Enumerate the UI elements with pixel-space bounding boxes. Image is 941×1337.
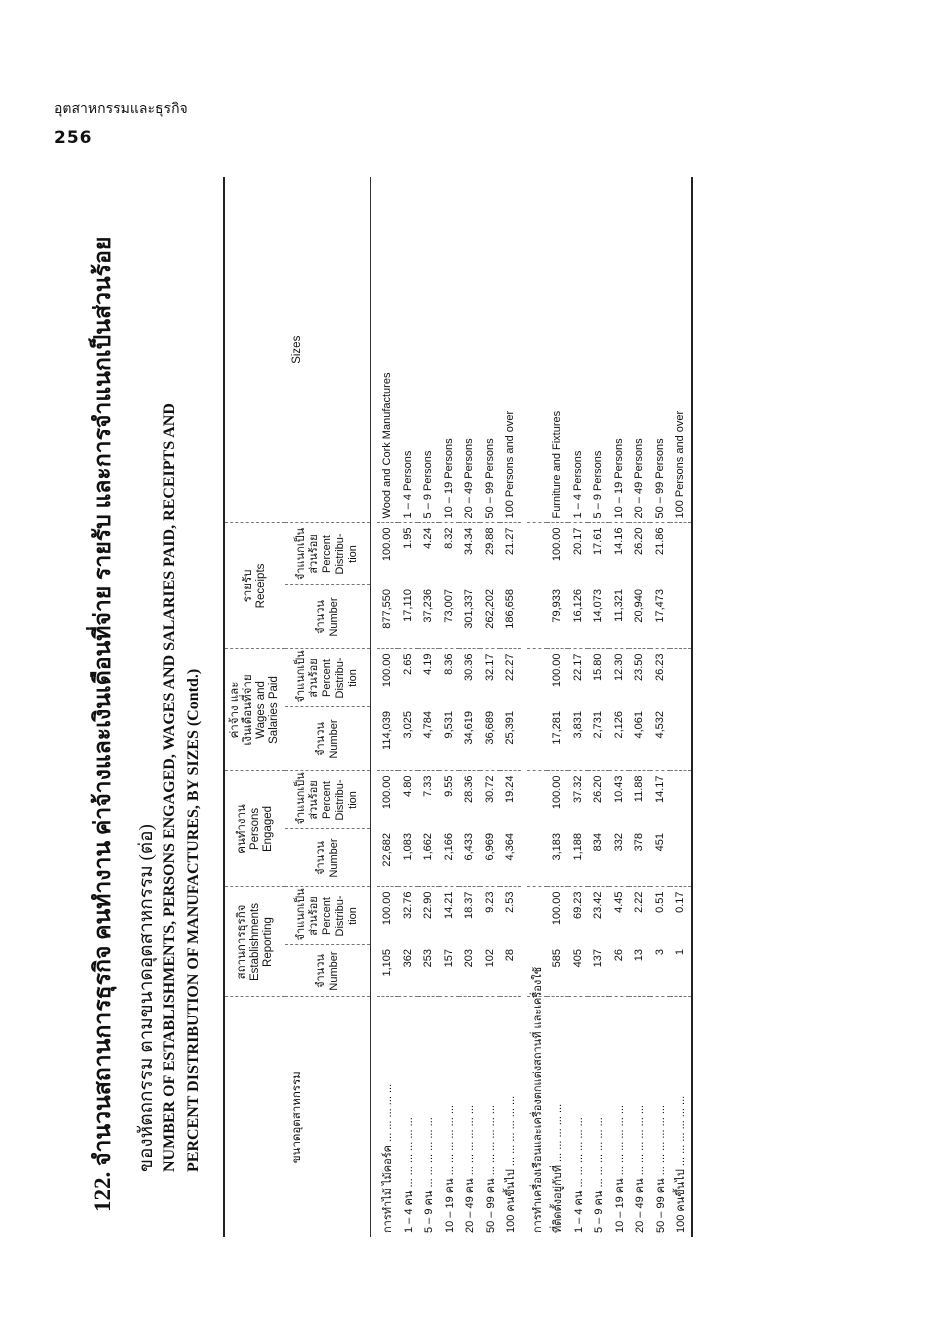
- row-label-thai: 50 – 99 คน ... ... ... ... ... ...: [654, 1105, 667, 1233]
- cell-per-p: 37.32: [571, 775, 584, 804]
- cell-est-n: 157: [439, 945, 460, 997]
- cell-per-p: 14.17: [653, 775, 666, 804]
- row-label-english: Furniture and Fixtures: [547, 177, 568, 523]
- persons-en2: Engaged: [261, 805, 274, 853]
- est-en2: Reporting: [261, 917, 274, 967]
- percent-en3: tion: [347, 545, 359, 563]
- table-title-thai: 122. จำนวนสถานการธุรกิจ คนทำงาน ค่าจ้างและเงินเดือนที่จ่าย รายรับ และการจำแนกเป็นส่วนร้อย: [90, 236, 115, 1212]
- percent-th1: จำแนกเป็น: [295, 527, 307, 581]
- percent-en1: Percent: [321, 897, 333, 935]
- cell-wag-n: [670, 707, 692, 771]
- cell-wag-n: 17,281: [547, 707, 568, 771]
- cell-est-p: 14.21: [442, 891, 455, 920]
- table-row: [670, 177, 692, 1237]
- row-label-english: Wood and Cork Manufactures: [377, 177, 398, 523]
- table-row: [588, 177, 609, 1237]
- percent-en1: Percent: [321, 535, 333, 573]
- cell-wag-p: [670, 649, 692, 707]
- row-label-english: 1 – 4 Persons: [398, 177, 419, 523]
- cell-rec-n: 11,321: [609, 585, 630, 649]
- cell-est-n: 13: [629, 945, 650, 997]
- wages-en2: Salaries Paid: [268, 676, 280, 744]
- receipts-number-header: [285, 585, 371, 649]
- cell-rec-n: 37,236: [418, 585, 439, 649]
- cell-rec-p: 8.32: [442, 527, 455, 549]
- percent-th2: ส่วนร้อย: [308, 658, 320, 698]
- cell-rec-p: [670, 523, 692, 585]
- persons-percent-header: [285, 771, 371, 829]
- cell-wag-p: 23.50: [633, 653, 646, 682]
- cell-est-n: 585: [547, 945, 568, 997]
- cell-wag-n: 114,039: [377, 707, 398, 771]
- est-number-header: [285, 945, 371, 997]
- number-en: Number: [327, 951, 340, 991]
- cell-rec-n: 14,073: [588, 585, 609, 649]
- cell-wag-p: 32.17: [483, 653, 496, 682]
- receipts-th: รายรับ: [242, 569, 254, 603]
- table-row: [480, 177, 501, 1237]
- table-body: [371, 177, 692, 1237]
- cell-wag-n: 4,784: [418, 707, 439, 771]
- persons-number-header: [285, 829, 371, 887]
- cell-per-p: 100.00: [381, 775, 394, 810]
- row-label-thai: 100 คนขึ้นไป ... ... ... ... ... ...: [670, 997, 692, 1237]
- cell-wag-n: 36,689: [480, 707, 501, 771]
- cell-rec-p: 20.17: [571, 527, 584, 556]
- table-row: [398, 177, 419, 1237]
- cell-rec-n: 17,473: [650, 585, 671, 649]
- cell-wag-n: 3,025: [398, 707, 419, 771]
- wages-th1: ค่าจ้าง และ: [229, 681, 241, 739]
- cell-rec-n: 186,658: [500, 585, 521, 649]
- cell-rec-n: 16,126: [568, 585, 589, 649]
- cell-est-n: 102: [480, 945, 501, 997]
- cell-est-p: 69.23: [571, 891, 584, 920]
- cell-wag-p: 4.19: [422, 653, 435, 675]
- sizes-label: Sizes: [291, 335, 303, 364]
- table-row: [568, 177, 589, 1237]
- cell-wag-p: 100.00: [381, 653, 394, 688]
- row-label-english: 50 – 99 Persons: [480, 177, 501, 523]
- table-row: [418, 177, 439, 1237]
- number-th: จำนวน: [314, 722, 327, 756]
- cell-rec-p: 29.88: [483, 527, 496, 556]
- cell-est-n: 1,105: [377, 945, 398, 997]
- table-row: [439, 177, 460, 1237]
- table-row: [459, 177, 480, 1237]
- row-label-thai: 20 – 49 คน ... ... ... ... ... ...: [464, 1105, 477, 1233]
- table-row: [500, 177, 521, 1237]
- number-th: จำนวน: [314, 841, 327, 875]
- cell-per-n: 3,183: [547, 829, 568, 887]
- table-title-english-cont: PERCENT DISTRIBUTION OF MANUFACTURES, BY SIZES (Contd.): [185, 668, 202, 1172]
- row-label-thai: 5 – 9 คน ... ... ... ... ... ...: [593, 1117, 606, 1233]
- percent-th2: ส่วนร้อย: [308, 896, 320, 936]
- cell-per-n: 332: [609, 829, 630, 887]
- cell-wag-p: 22.17: [571, 653, 584, 682]
- table-title-english: NUMBER OF ESTABLISHMENTS, PERSONS ENGAGED, WAGES AND SALARIES PAID, RECEIPTS AND: [161, 403, 178, 1172]
- percent-en3: tion: [347, 791, 359, 809]
- row-label-english: 20 – 49 Persons: [629, 177, 650, 523]
- cell-est-p: 23.42: [592, 891, 605, 920]
- persons-th: คนทำงาน: [235, 804, 248, 854]
- cell-rec-p: 14.16: [612, 527, 625, 556]
- cell-rec-n: 73,007: [439, 585, 460, 649]
- row-label-english: 10 – 19 Persons: [439, 177, 460, 523]
- cell-per-n: 1,083: [398, 829, 419, 887]
- row-label-thai: 5 – 9 คน ... ... ... ... ... ...: [423, 1117, 436, 1233]
- row-label-thai: 100 คนขึ้นไป ... ... ... ... ... ...: [505, 1095, 518, 1233]
- cell-per-n: 6,433: [459, 829, 480, 887]
- row-label-english: 1 – 4 Persons: [568, 177, 589, 523]
- cell-per-n: 1,662: [418, 829, 439, 887]
- receipts-en1: Receipts: [255, 563, 267, 609]
- cell-wag-n: 3,831: [568, 707, 589, 771]
- wages-percent-header: [285, 649, 371, 707]
- percent-en2: Distribu-: [334, 657, 346, 699]
- cell-rec-p: 4.24: [422, 527, 435, 549]
- cell-rec-p: 21.86: [653, 527, 666, 556]
- cell-wag-n: 2,731: [588, 707, 609, 771]
- cell-est-n: 1: [670, 945, 692, 997]
- number-en: Number: [327, 838, 340, 878]
- cell-est-n: 3: [650, 945, 671, 997]
- cell-per-n: 1,188: [568, 829, 589, 887]
- percent-en1: Percent: [321, 781, 333, 819]
- thai-sizes-label: ขนาดอุตสาหกรรม: [291, 1071, 303, 1164]
- cell-rec-n: 301,337: [459, 585, 480, 649]
- cell-per-n: 378: [629, 829, 650, 887]
- cell-wag-n: 4,061: [629, 707, 650, 771]
- rotated-table-page: [75, 172, 775, 1252]
- cell-wag-p: 26.23: [653, 653, 666, 682]
- cell-per-p: 100.00: [551, 775, 564, 810]
- cell-per-p: 7.33: [422, 775, 435, 797]
- receipts-percent-header: [285, 523, 371, 585]
- table-row: [377, 177, 398, 1237]
- cell-wag-p: 2.65: [401, 653, 414, 675]
- est-en1: Establishments: [248, 903, 261, 981]
- cell-rec-p: 26.20: [633, 527, 646, 556]
- cell-wag-p: 100.00: [551, 653, 564, 688]
- row-label-english: 50 – 99 Persons: [650, 177, 671, 523]
- row-label-english: 5 – 9 Persons: [588, 177, 609, 523]
- cell-wag-p: 15.80: [592, 653, 605, 682]
- wages-th2: เงินเดือนที่จ่าย: [242, 674, 254, 746]
- row-label-english: 100 Persons and over: [500, 177, 521, 523]
- number-th: จำนวน: [314, 600, 327, 634]
- percent-th2: ส่วนร้อย: [308, 780, 320, 820]
- thai-sizes-header: [224, 997, 371, 1237]
- cell-wag-p: 8.36: [442, 653, 455, 675]
- est-percent-header: [285, 887, 371, 945]
- section-header: อุตสาหกรรมและธุรกิจ: [54, 101, 188, 117]
- table-row: [609, 177, 630, 1237]
- cell-per-p: 11.88: [633, 775, 646, 803]
- cell-per-p: 9.55: [442, 775, 455, 797]
- number-th: จำนวน: [314, 954, 327, 988]
- furniture-group-label-row: [527, 177, 548, 1237]
- cell-per-p: 4.80: [401, 775, 414, 797]
- cell-rec-p: 1.95: [401, 527, 414, 549]
- cell-est-n: 28: [500, 945, 521, 997]
- cell-est-p: 2.53: [504, 891, 517, 913]
- cell-per-p: 26.20: [592, 775, 605, 804]
- furniture-group-label: การทำเครื่องเรือนและเครื่องตกแต่งสถานที่ และเครื่องใช้: [531, 966, 544, 1233]
- row-label-thai: 10 – 19 คน ... ... ... ... ... ...: [613, 1105, 626, 1233]
- cell-rec-n: [670, 585, 692, 649]
- cell-est-p: 100.00: [381, 891, 394, 926]
- cell-est-p: 0.51: [653, 891, 666, 913]
- row-label-thai: 20 – 49 คน ... ... ... ... ... ...: [634, 1105, 647, 1233]
- page-number: 256: [54, 128, 93, 148]
- cell-rec-n: 20,940: [629, 585, 650, 649]
- cell-wag-p: 30.36: [463, 653, 476, 682]
- cell-per-n: 2,166: [439, 829, 460, 887]
- percent-en2: Distribu-: [334, 779, 346, 821]
- cell-per-p: [670, 771, 692, 829]
- row-label-thai: 1 – 4 คน ... ... ... ... ... ...: [572, 1117, 585, 1233]
- cell-rec-n: 79,933: [547, 585, 568, 649]
- cell-per-n: 6,969: [480, 829, 501, 887]
- cell-est-p: 2.22: [633, 891, 646, 913]
- cell-est-p: 0.17: [670, 887, 692, 945]
- row-label-thai: ที่ติดตั้งอยู่กับที่ ... ... ... ... ...: [552, 1103, 565, 1233]
- wages-header: [224, 649, 285, 771]
- statistics-table: [223, 177, 693, 1237]
- cell-wag-n: 4,532: [650, 707, 671, 771]
- number-en: Number: [327, 719, 340, 759]
- cell-est-p: 9.23: [483, 891, 496, 913]
- cell-wag-n: 34,619: [459, 707, 480, 771]
- percent-en3: tion: [347, 907, 359, 925]
- row-label-thai: การทำไม้ ไม้คอร์ค ... ... ... ... ...: [382, 1083, 395, 1233]
- cell-rec-p: 34.34: [463, 527, 476, 556]
- cell-est-p: 18.37: [463, 891, 476, 920]
- cell-rec-n: 262,202: [480, 585, 501, 649]
- percent-en3: tion: [347, 669, 359, 687]
- cell-per-n: 4,364: [500, 829, 521, 887]
- persons-header: [224, 771, 285, 887]
- cell-rec-p: 100.00: [381, 527, 394, 562]
- cell-est-n: 362: [398, 945, 419, 997]
- cell-est-n: 405: [568, 945, 589, 997]
- cell-est-p: 22.90: [422, 891, 435, 920]
- cell-rec-p: 21.27: [504, 527, 517, 556]
- cell-est-p: 4.45: [612, 891, 625, 913]
- sizes-header: [224, 177, 371, 523]
- cell-per-p: 10.43: [612, 775, 625, 804]
- table-row: [629, 177, 650, 1237]
- percent-th2: ส่วนร้อย: [308, 534, 320, 574]
- percent-en2: Distribu-: [334, 895, 346, 937]
- cell-wag-n: 9,531: [439, 707, 460, 771]
- percent-th1: จำแนกเป็น: [295, 888, 307, 941]
- cell-per-p: 30.72: [483, 775, 496, 804]
- cell-per-n: 451: [650, 829, 671, 887]
- cell-rec-p: 17.61: [592, 527, 605, 556]
- wages-number-header: [285, 707, 371, 771]
- cell-est-n: 26: [609, 945, 630, 997]
- est-th: สถานการธุรกิจ: [235, 904, 248, 980]
- cell-per-n: 22,682: [377, 829, 398, 887]
- cell-per-p: 19.24: [504, 775, 517, 804]
- row-label-english: 20 – 49 Persons: [459, 177, 480, 523]
- cell-per-n: 834: [588, 829, 609, 887]
- row-label-english: 10 – 19 Persons: [609, 177, 630, 523]
- percent-en2: Distribu-: [334, 533, 346, 575]
- number-en: Number: [327, 597, 340, 637]
- cell-rec-n: 17,110: [398, 585, 419, 649]
- percent-th1: จำแนกเป็น: [295, 650, 307, 703]
- cell-est-p: 32.76: [401, 891, 414, 920]
- receipts-header: [224, 523, 285, 649]
- table-title-thai-cont: ของหัตถกรรม ตามขนาดอุตสาหกรรม (ต่อ): [136, 824, 157, 1172]
- cell-per-n: [670, 829, 692, 887]
- row-label-english: 100 Persons and over: [670, 177, 692, 523]
- table-row: [650, 177, 671, 1237]
- wages-en1: Wages and: [255, 681, 267, 739]
- cell-wag-n: 25,391: [500, 707, 521, 771]
- establishments-header: [224, 887, 285, 997]
- cell-est-n: 137: [588, 945, 609, 997]
- row-label-thai: 1 – 4 คน ... ... ... ... ... ...: [402, 1117, 415, 1233]
- cell-wag-n: 2,126: [609, 707, 630, 771]
- percent-en1: Percent: [321, 659, 333, 697]
- percent-th1: จำแนกเป็น: [295, 772, 307, 825]
- cell-wag-p: 22.27: [504, 653, 517, 682]
- cell-rec-n: 877,550: [377, 585, 398, 649]
- table-row: [547, 177, 568, 1237]
- cell-est-n: 253: [418, 945, 439, 997]
- row-label-thai: 50 – 99 คน ... ... ... ... ... ...: [484, 1105, 497, 1233]
- row-label-english: 5 – 9 Persons: [418, 177, 439, 523]
- cell-wag-p: 12.30: [612, 653, 625, 682]
- row-label-thai: 10 – 19 คน ... ... ... ... ... ...: [443, 1105, 456, 1233]
- cell-per-p: 28.36: [463, 775, 476, 804]
- cell-rec-p: 100.00: [551, 527, 564, 562]
- cell-est-p: 100.00: [551, 891, 564, 926]
- cell-est-n: 203: [459, 945, 480, 997]
- persons-en1: Persons: [248, 807, 261, 851]
